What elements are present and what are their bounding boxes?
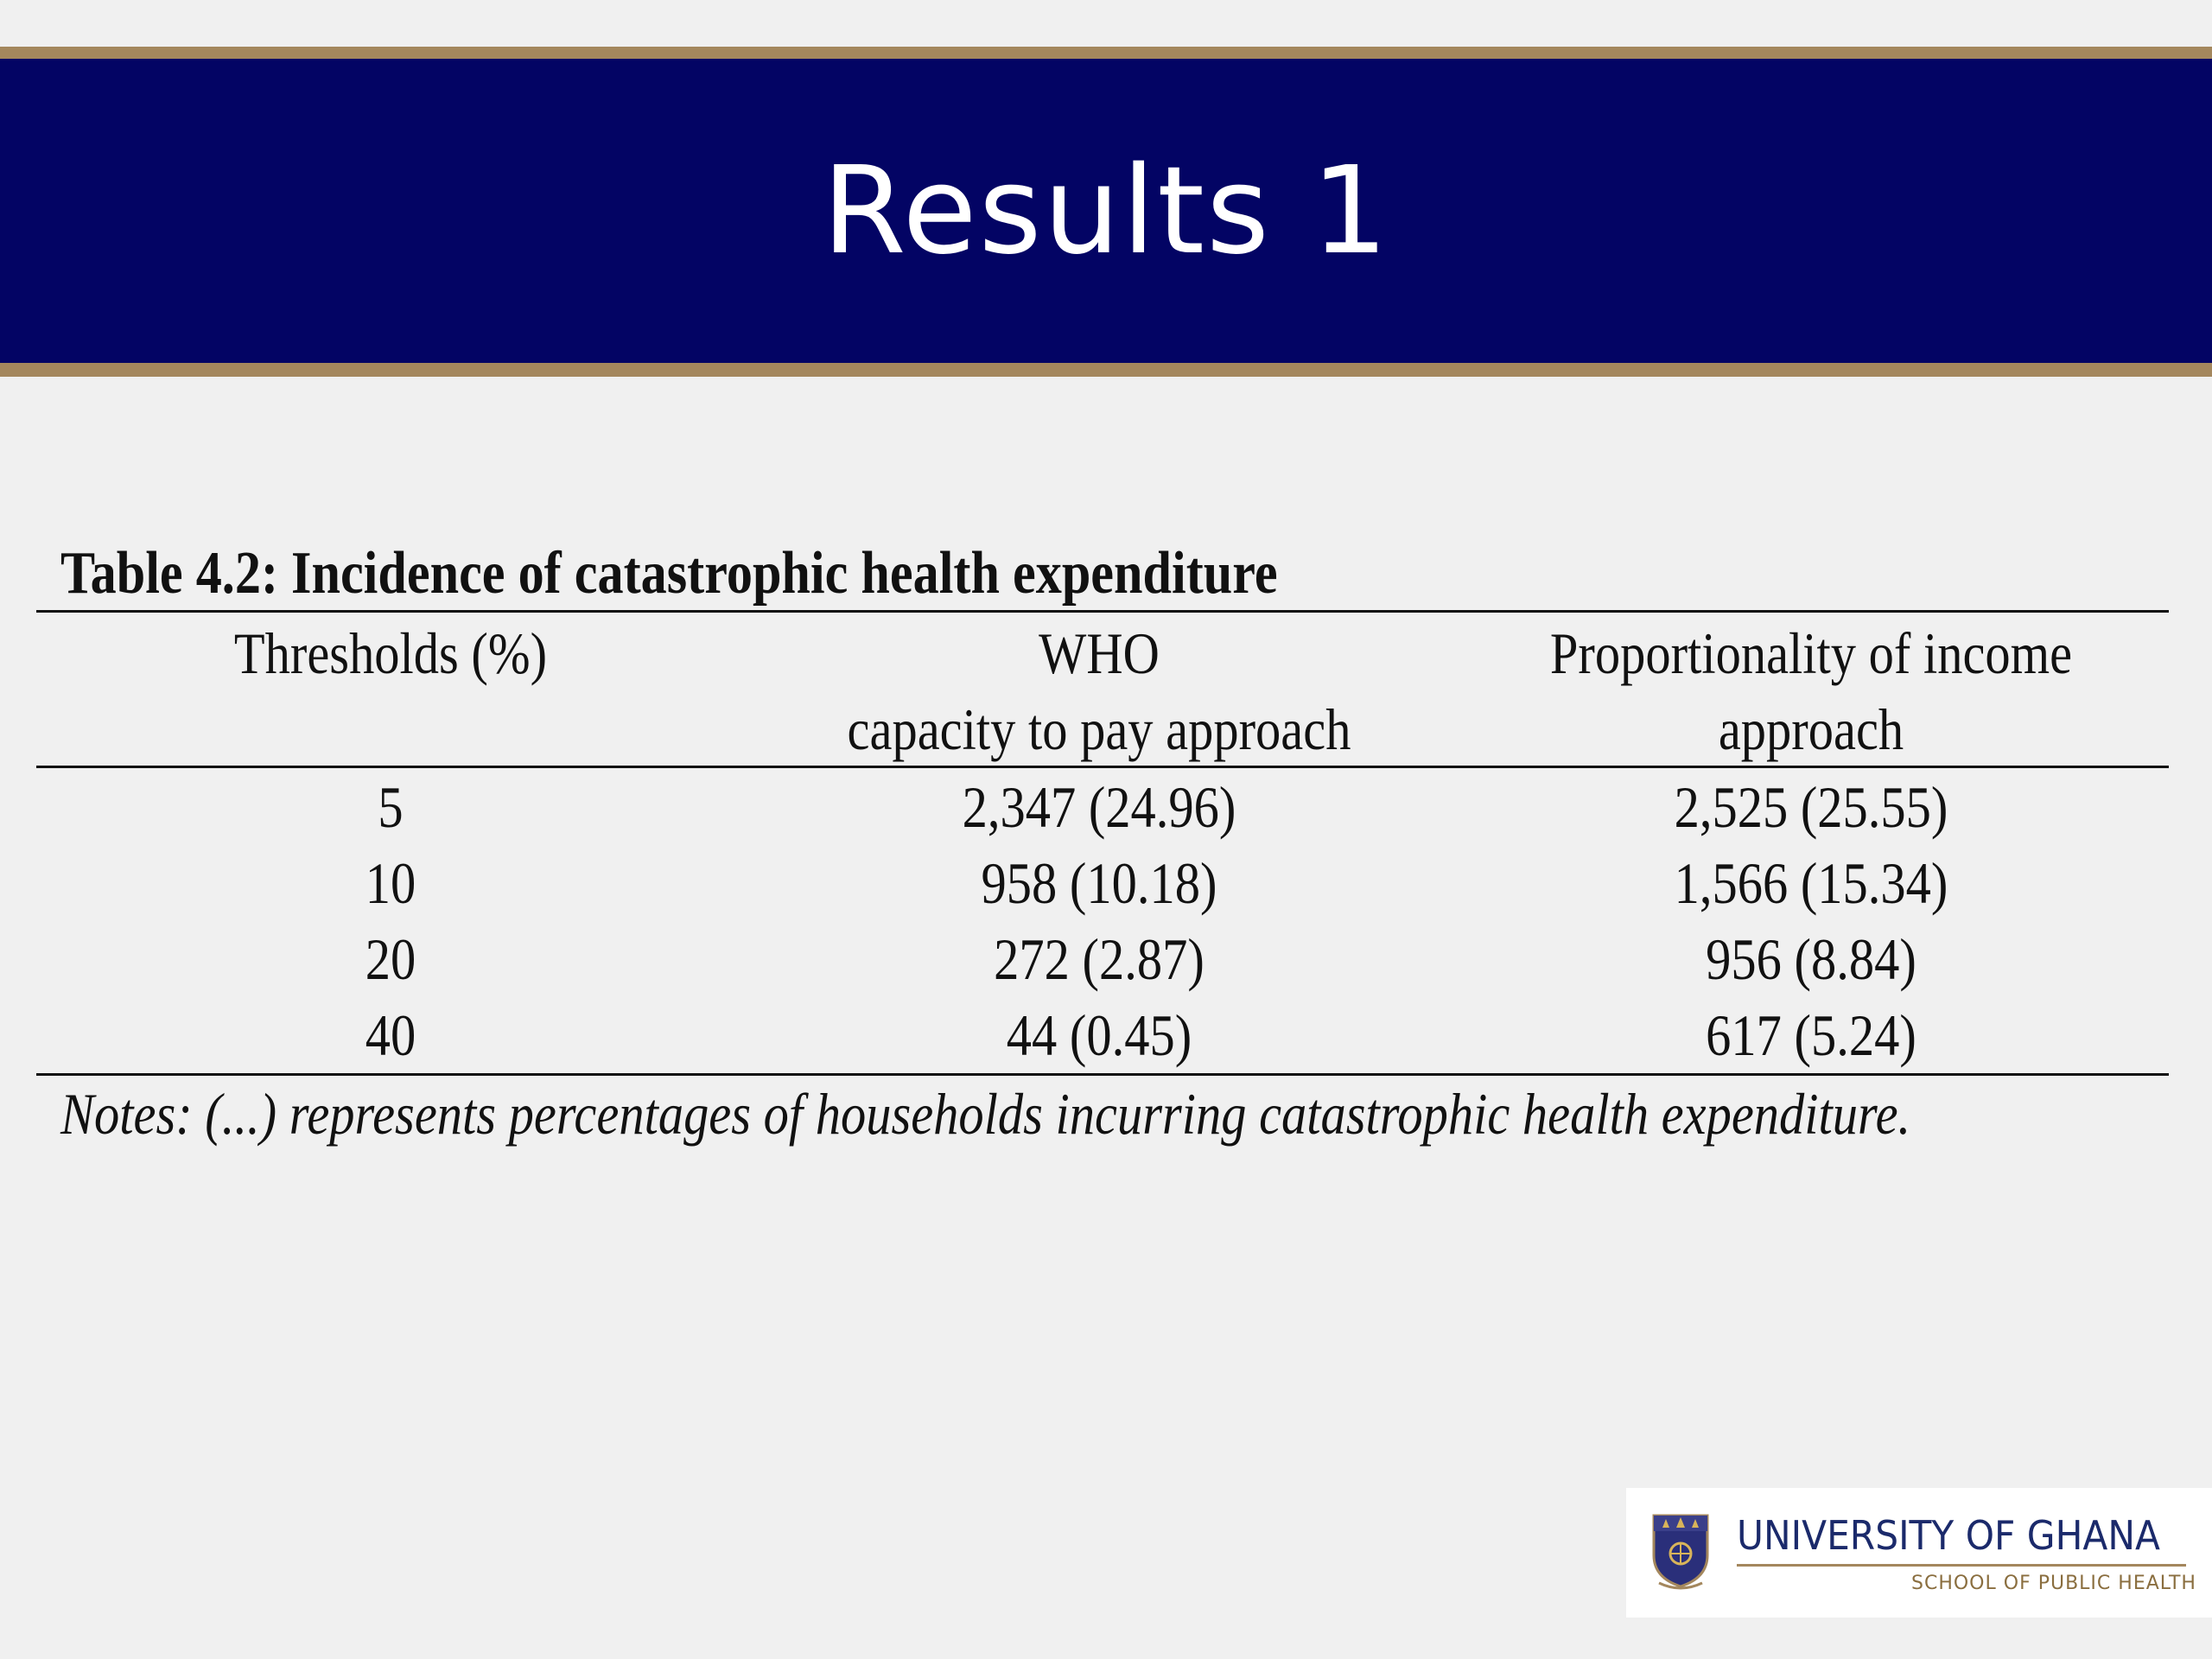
table-bottom-rule [36,1073,2169,1076]
cell-proportionality: 617 (5.24) [1706,1002,1916,1068]
cell-threshold: 20 [365,926,416,992]
university-logo [1626,1488,2212,1618]
bottom-gold-rule [0,363,2212,377]
table-top-rule [36,610,2169,613]
header-proportionality-line2: approach [1718,696,1904,762]
header-who-line2: capacity to pay approach [847,696,1351,762]
logo-divider [1737,1564,2186,1567]
cell-who: 2,347 (24.96) [962,774,1236,840]
table-caption: Table 4.2: Incidence of catastrophic health expenditure [60,540,1278,607]
table-notes: Notes: (...) represents percentages of households incurring catastrophic health expenditure. [60,1081,1911,1147]
logo-school-name: SCHOOL OF PUBLIC HEALTH [1911,1573,2196,1594]
cell-proportionality: 2,525 (25.55) [1674,774,1948,840]
header-proportionality-line1: Proportionality of income [1549,620,2073,686]
slide-title: Results 1 [822,140,1390,282]
cell-who: 958 (10.18) [981,850,1217,916]
cell-who: 272 (2.87) [994,926,1205,992]
header-who-line1: WHO [1039,620,1160,686]
cell-proportionality: 956 (8.84) [1706,926,1916,992]
cell-who: 44 (0.45) [1006,1002,1192,1068]
top-gold-rule [0,47,2212,59]
cell-threshold: 5 [378,774,404,840]
cell-threshold: 10 [365,850,416,916]
cell-threshold: 40 [365,1002,416,1068]
header-thresholds: Thresholds (%) [233,620,548,686]
logo-university-name: UNIVERSITY OF GHANA [1737,1512,2160,1559]
header-bottom-rule [36,766,2169,768]
university-crest-icon [1650,1510,1711,1590]
cell-proportionality: 1,566 (15.34) [1674,850,1948,916]
